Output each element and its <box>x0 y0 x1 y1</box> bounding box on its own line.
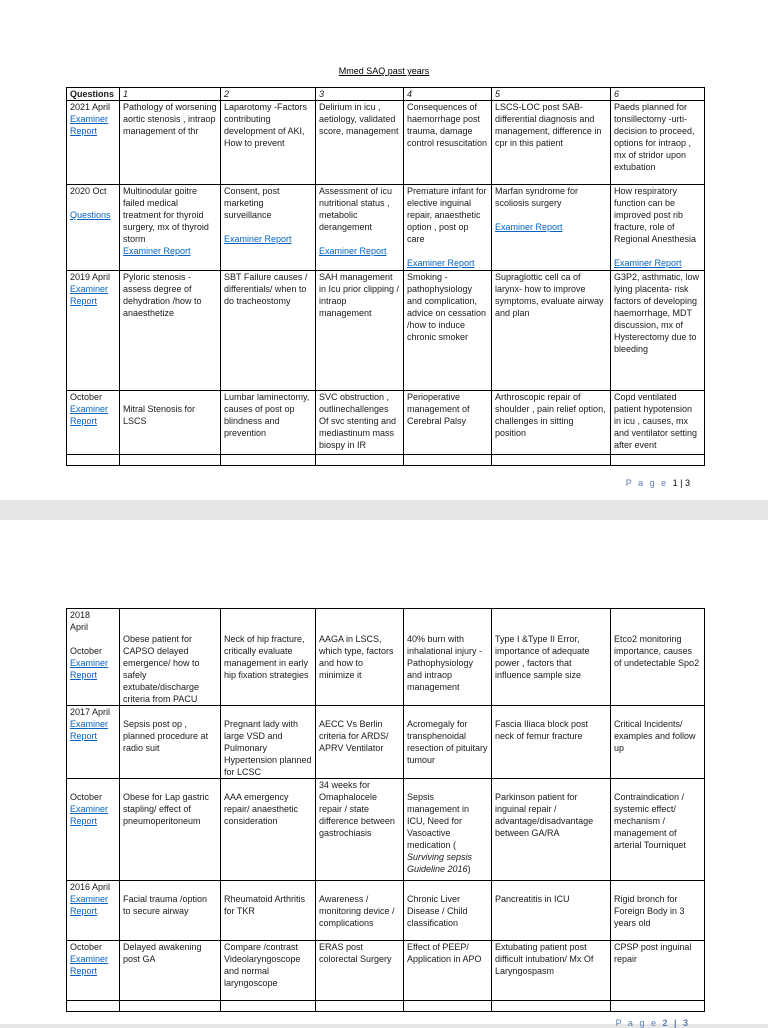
question-text-end: ) <box>467 864 471 874</box>
year-label: 2016 April <box>70 882 111 892</box>
saq-table-page-1 <box>66 87 705 466</box>
question-cell: Consequences of haemorrhage post trauma, damage control resuscitation <box>404 101 492 185</box>
question-text: Obese for Lap gastric stapling/ effect of pneumoperitoneum <box>123 792 210 826</box>
year-label: 2018 <box>70 610 91 620</box>
question-text: Sepsis post op , planned procedure at radio suit <box>123 719 209 753</box>
question-cell <box>120 881 221 941</box>
examiner-report-link[interactable]: Examiner Report <box>319 246 387 256</box>
question-cell <box>611 706 705 779</box>
question-text: Type I &Type II Error, importance of adequate power , factors that influence sample size <box>495 634 590 680</box>
question-text: Fascia Iliaca block post neck of femur fracture <box>495 719 589 741</box>
question-cell <box>492 881 611 941</box>
question-cell <box>492 706 611 779</box>
question-text: Acromegaly for transphenoidal resection of pituitary tumour <box>407 719 488 765</box>
year-cell <box>67 941 120 1001</box>
question-text: Sepsis management in ICU, Need for Vasoactive medication ( <box>407 792 470 850</box>
question-cell: Pyloric stenosis - assess degree of dehydration /how to anaesthetize <box>120 271 221 391</box>
question-cell <box>611 609 705 706</box>
table-row-empty <box>67 455 705 466</box>
year-cell <box>67 706 120 779</box>
question-cell: ERAS post colorectal Surgery <box>316 941 404 1001</box>
question-cell <box>492 185 611 271</box>
table-row-2016-april <box>67 881 705 941</box>
question-cell <box>221 706 316 779</box>
question-cell: SVC obstruction , outlinechallenges Of svc stenting and mediastinum mass biospy in IR <box>316 391 404 455</box>
year-label: October <box>70 942 103 952</box>
session-october: October <box>70 646 103 656</box>
question-text: Rheumatoid Arthritis for TKR <box>224 894 306 916</box>
examiner-report-link[interactable]: Examiner Report <box>614 258 682 268</box>
examiner-report-link[interactable]: Examiner Report <box>70 954 109 976</box>
table-row-2016-october <box>67 941 705 1001</box>
year-label: 2019 April <box>70 272 111 282</box>
question-cell: SBT Failure causes / differentials/ when to do tracheostomy <box>221 271 316 391</box>
question-text: Pregnant lady with large VSD and Pulmonary Hypertension planned for LCSC <box>224 719 312 777</box>
document-page-2 <box>0 520 768 1028</box>
question-cell <box>404 706 492 779</box>
question-cell <box>611 779 705 881</box>
question-cell: 34 weeks for Omaphalocele repair / state difference between gastrochiasis <box>316 779 404 881</box>
question-text: Assessment of icu nutritional status , metabolic derangement <box>319 186 393 232</box>
question-text: Rigid bronch for Foreign Body in 3 years old <box>614 894 685 928</box>
page-number <box>626 478 690 488</box>
question-text: Mitral Stenosis for LSCS <box>123 404 196 426</box>
question-cell: Perioperative management of Cerebral Palsy <box>404 391 492 455</box>
question-cell: Paeds planned for tonsillectomy -urti- decision to proceed, options for intraop , mx of stridor upon extubation <box>611 101 705 185</box>
examiner-report-link[interactable]: Examiner Report <box>70 658 109 680</box>
examiner-report-link[interactable]: Examiner Report <box>70 894 109 916</box>
year-label: 2020 Oct <box>70 186 107 196</box>
header-col-2: 2 <box>221 88 316 101</box>
question-text: Awareness / monitoring device / complications <box>319 894 395 928</box>
question-text: Premature infant for elective inguinal repair, anaesthetic option , post op care <box>407 186 487 244</box>
examiner-report-link[interactable]: Examiner Report <box>70 804 109 826</box>
questions-link[interactable]: Questions <box>70 210 111 220</box>
question-cell <box>611 881 705 941</box>
session-april: April <box>70 622 89 632</box>
question-cell <box>492 779 611 881</box>
examiner-report-link[interactable]: Examiner Report <box>224 234 292 244</box>
question-text: How respiratory function can be improved post rib fracture, role of Regional Anesthesia <box>614 186 697 244</box>
year-cell <box>67 609 120 706</box>
question-cell: Lumbar laminectomy, causes of post op blindness and prevention <box>221 391 316 455</box>
question-text: Consent, post marketing surveillance <box>224 186 280 220</box>
document-page-1 <box>0 0 768 500</box>
question-cell <box>404 185 492 271</box>
question-cell: Arthroscopic repair of shoulder , pain relief option, challenges in sitting position <box>492 391 611 455</box>
question-cell <box>316 185 404 271</box>
question-cell: Compare /contrast Videolaryngoscope and normal laryngoscope <box>221 941 316 1001</box>
table-row-2020-oct <box>67 185 705 271</box>
question-cell <box>221 609 316 706</box>
question-cell <box>221 881 316 941</box>
header-col-6: 6 <box>611 88 705 101</box>
table-row-2021-april <box>67 101 705 185</box>
question-text: AAGA in LSCS, which type, factors and how to minimize it <box>319 634 394 680</box>
examiner-report-link[interactable]: Examiner Report <box>70 719 109 741</box>
page-label: P a g e <box>615 1018 658 1028</box>
question-cell: Extubating patient post difficult intubation/ Mx Of Laryngospasm <box>492 941 611 1001</box>
header-col-1: 1 <box>120 88 221 101</box>
question-text: Parkinson patient for inguinal repair / advantage/disadvantage between GA/RA <box>495 792 594 838</box>
table-header-row <box>67 88 705 101</box>
year-cell <box>67 391 120 455</box>
question-cell: Delirium in icu , aetiology, validated score, management <box>316 101 404 185</box>
question-text: Etco2 monitoring importance, causes of undetectable Spo2 <box>614 634 700 668</box>
header-col-4: 4 <box>404 88 492 101</box>
question-cell: Effect of PEEP/ Application in APO <box>404 941 492 1001</box>
year-cell <box>67 101 120 185</box>
question-text: AAA emergency repair/ anaesthetic consideration <box>224 792 299 826</box>
table-row-2019-april <box>67 271 705 391</box>
question-cell <box>120 391 221 455</box>
examiner-report-link[interactable]: Examiner Report <box>407 258 475 268</box>
year-label: 2021 April <box>70 102 111 112</box>
question-cell: LSCS-LOC post SAB- differential diagnosis and management, difference in cpr in this patient <box>492 101 611 185</box>
year-cell <box>67 271 120 391</box>
table-row-2017-october <box>67 779 705 881</box>
examiner-report-link[interactable]: Examiner Report <box>70 114 109 136</box>
question-cell: G3P2, asthmatic, low lying placenta- risk factors of developing haemorrhage, MDT discussion, mx of Hysterectomy due to bleeding <box>611 271 705 391</box>
question-text: Marfan syndrome for scoliosis surgery <box>495 186 579 208</box>
examiner-report-link[interactable]: Examiner Report <box>70 404 109 426</box>
examiner-report-link[interactable]: Examiner Report <box>123 246 191 256</box>
examiner-report-link[interactable]: Examiner Report <box>495 222 563 232</box>
question-cell <box>221 779 316 881</box>
question-cell <box>404 779 492 881</box>
question-cell <box>404 881 492 941</box>
table-row-2017-april <box>67 706 705 779</box>
question-text: Critical Incidents/ examples and follow up <box>614 719 696 753</box>
question-text: Neck of hip fracture, critically evaluate management in early hip fixation strategies <box>224 634 309 680</box>
question-cell <box>120 706 221 779</box>
question-text: Contraindication / systemic effect/ mechanism / management of arterial Tourniquet <box>614 792 686 850</box>
question-cell: Laparotomy -Factors contributing development of AKI, How to prevent <box>221 101 316 185</box>
table-row-empty <box>67 1001 705 1012</box>
question-text: Facial trauma /option to secure airway <box>123 894 208 916</box>
question-cell: SAH management in Icu prior clipping / intraop management <box>316 271 404 391</box>
question-cell <box>316 881 404 941</box>
question-cell: Smoking - pathophysiology and complication, advice on cessation /how to induce chronic smoker <box>404 271 492 391</box>
question-cell <box>221 185 316 271</box>
question-text: Chronic Liver Disease / Child classification <box>407 894 468 928</box>
table-row-2019-october <box>67 391 705 455</box>
page-number <box>616 1018 690 1028</box>
year-cell <box>67 185 120 271</box>
question-text: 40% burn with inhalational injury -Pathophysiology and intraop management <box>407 634 483 692</box>
question-cell <box>316 706 404 779</box>
question-cell: Supraglottic cell ca of larynx- how to improve symptoms, evaluate airway and plan <box>492 271 611 391</box>
question-cell <box>404 609 492 706</box>
question-cell <box>316 609 404 706</box>
year-label: October <box>70 792 103 802</box>
document-title: Mmed SAQ past years <box>338 66 430 76</box>
page-value: 2 | 3 <box>662 1018 690 1028</box>
question-cell <box>492 609 611 706</box>
question-text: AECC Vs Berlin criteria for ARDS/ APRV Ventilator <box>319 719 389 753</box>
header-col-3: 3 <box>316 88 404 101</box>
header-col-5: 5 <box>492 88 611 101</box>
question-text: Obese patient for CAPSO delayed emergence/ how to safely extubate/discharge criteria from PACU <box>123 634 200 704</box>
question-cell: Delayed awakening post GA <box>120 941 221 1001</box>
year-label: October <box>70 392 103 402</box>
question-cell <box>120 779 221 881</box>
question-text: Multinodular goitre failed medical treatment for thyroid surgery, mx of thyroid storm <box>123 186 209 244</box>
question-cell: Copd ventilated patient hypotension in icu , causes, mx and ventilator setting after event <box>611 391 705 455</box>
question-text: Pancreatitis in ICU <box>495 894 570 904</box>
year-cell <box>67 779 120 881</box>
page-value: 1 | 3 <box>672 478 690 488</box>
question-cell: CPSP post inguinal repair <box>611 941 705 1001</box>
year-cell <box>67 881 120 941</box>
saq-table-page-2 <box>66 608 705 1012</box>
question-cell <box>120 609 221 706</box>
question-cell <box>120 185 221 271</box>
question-cell: Pathology of worsening aortic stenosis , intraop management of thr <box>120 101 221 185</box>
table-row-2018 <box>67 609 705 706</box>
question-text-italic: Surviving sepsis Guideline 2016 <box>407 852 473 874</box>
examiner-report-link[interactable]: Examiner Report <box>70 284 109 306</box>
header-questions: Questions <box>67 88 120 101</box>
question-cell <box>611 185 705 271</box>
page-label: P a g e <box>625 478 669 488</box>
year-label: 2017 April <box>70 707 111 717</box>
